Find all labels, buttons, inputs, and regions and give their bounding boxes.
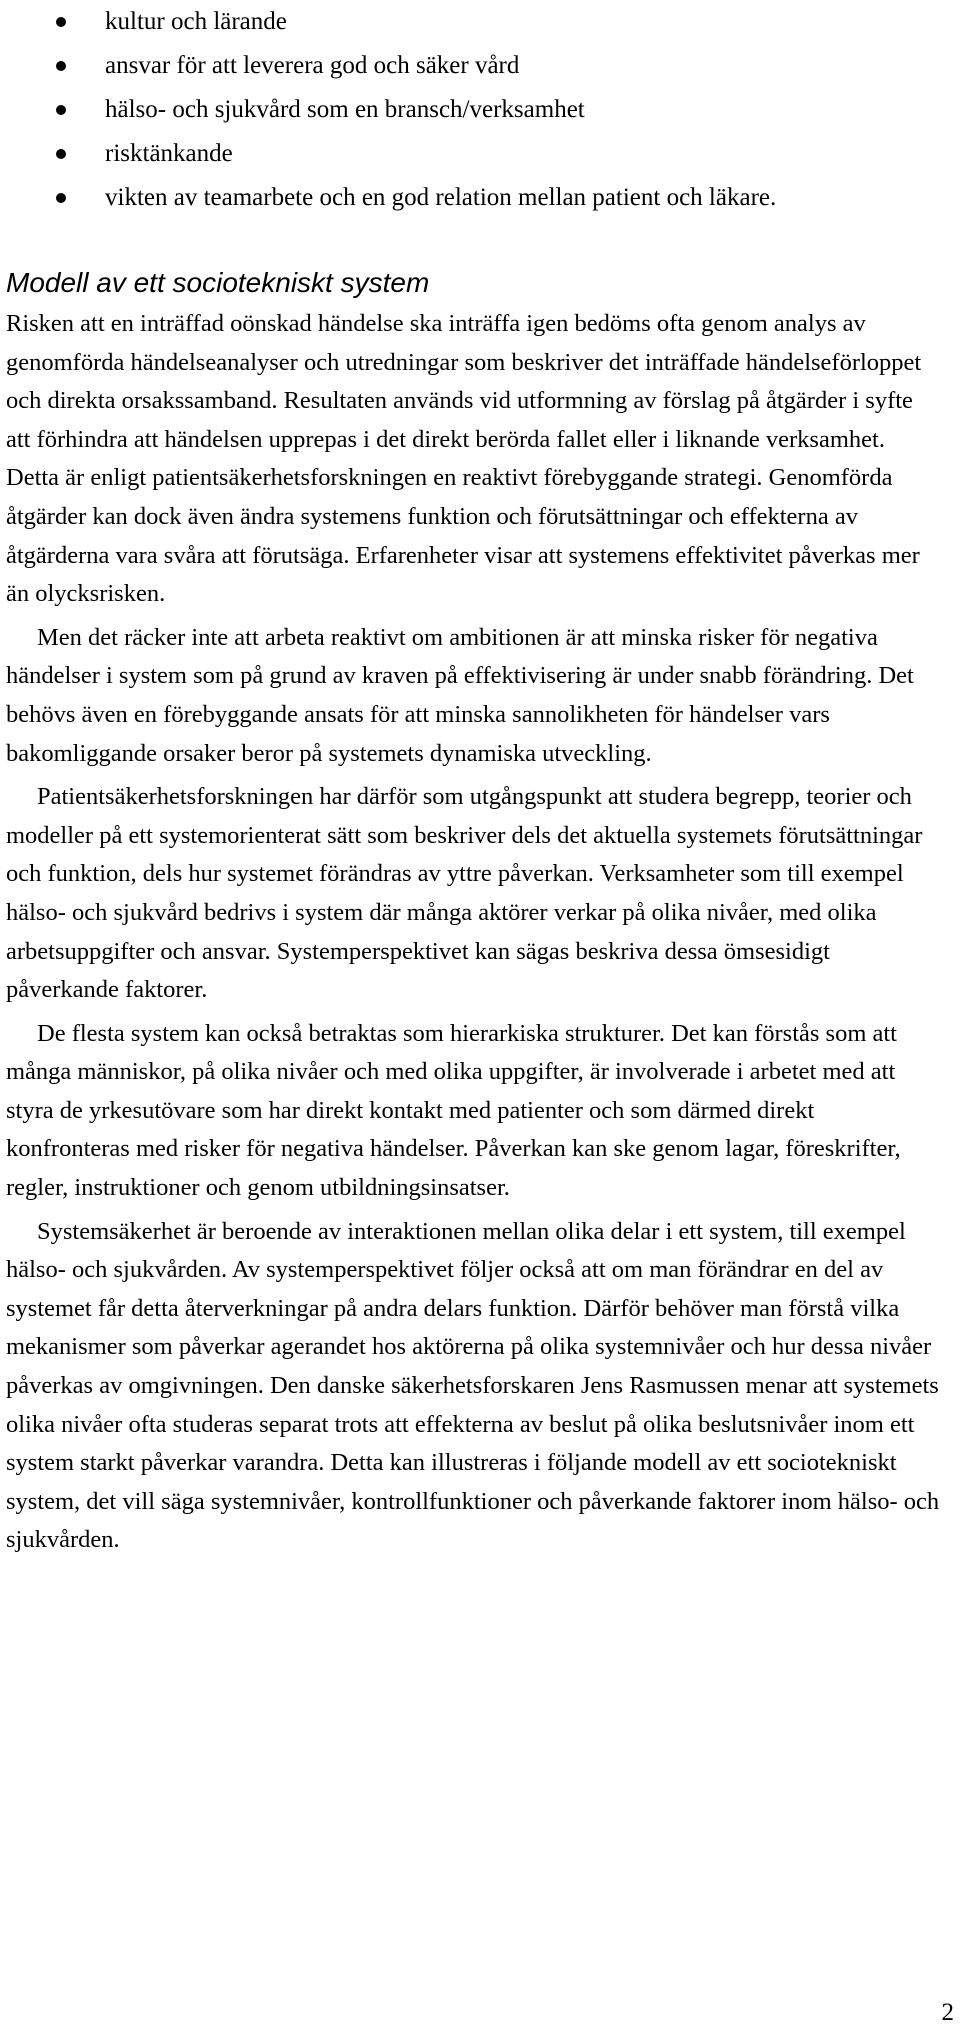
bullet-text: ansvar för att leverera god och säker vård (105, 52, 520, 79)
document-page (6, 0, 942, 1560)
bullet-item (6, 0, 942, 44)
bullet-text: risktänkande (105, 140, 233, 167)
bullet-item (6, 44, 942, 88)
page-number: 2 (941, 1999, 954, 2026)
bullet-text: vikten av teamarbete och en god relation mellan patient och läkare. (105, 184, 777, 211)
section-heading: Modell av ett sociotekniskt system (6, 267, 430, 298)
body-paragraph: De flesta system kan också betraktas som hierarkiska strukturer. Det kan förstås som att många människor, på olika nivåer och med olika uppgifter, är involverade i arbetet med att styra de yrkesutövare som har direkt kontakt med patienter och som därmed direkt konfronteras med risker för negativa händelser. Påverkan kan ske genom lagar, föreskrifter, regler, instruktioner och genom utbildningsinsatser. (6, 1019, 901, 1202)
body-paragraph: Systemsäkerhet är beroende av interaktionen mellan olika delar i ett system, till exempel hälso- och sjukvården. Av systemperspektivet följer också att om man förändrar en del av systemet får detta återverkningar på andra delars funktion. Därför behöver man förstå vilka mekanismer som påverkar agerandet hos aktörerna på olika systemnivåer och hur dessa nivåer påverkas av omgivningen. Den danske säkerhetsforskaren Jens Rasmussen menar att systemets olika nivåer ofta studeras separat trots att effekterna av beslut på olika beslutsnivåer inom ett system starkt påverkar varandra. Detta kan illustreras i följande modell av ett sociotekniskt system, det vill säga systemnivåer, kontrollfunktioner och påverkande faktorer inom hälso- och sjukvården. (6, 1217, 940, 1554)
body-paragraph: Risken att en inträffad oönskad händelse ska inträffa igen bedöms ofta genom analys av genomförda händelseanalyser och utredningar som beskriver det inträffade händelseförloppet och direkta orsakssamband. Resultaten används vid utformning av förslag på åtgärder i syfte att förhindra att händelsen upprepas i det direkt berörda fallet eller i liknande verksamhet. Detta är enligt patientsäkerhetsforskningen en reaktivt förebyggande strategi. Genomförda åtgärder kan dock även ändra systemens funktion och förutsättningar och effekterna av åtgärderna vara svåra att förutsäga. Erfarenheter visar att systemens effektivitet påverkas mer än olycksrisken. (6, 310, 922, 608)
bullet-icon (56, 193, 66, 203)
bullet-icon (56, 17, 66, 27)
bullet-icon (56, 105, 66, 115)
bullet-text: kultur och lärande (105, 8, 287, 35)
body-paragraph: Patientsäkerhetsforskningen har därför som utgångspunkt att studera begrepp, teorier och modeller på ett systemorienterat sätt som beskriver dels det aktuella systemets förutsättningar och funktion, dels hur systemet förändras av yttre påverkan. Verksamheter som till exempel hälso- och sjukvård bedrivs i system där många aktörer verkar på olika nivåer, med olika arbetsuppgifter och ansvar. Systemperspektivet kan sägas beskriva dessa ömsesidigt påverkande faktorer. (6, 783, 923, 1004)
bullet-item (6, 132, 942, 176)
body-paragraph: Men det räcker inte att arbeta reaktivt om ambitionen är att minska risker för negativa händelser i system som på grund av kraven på effektivisering är under snabb förändring. Det behövs även en förebyggande ansats för att minska sannolikheten för händelser vars bakomliggande orsaker beror på systemets dynamiska utveckling. (6, 623, 914, 767)
bullet-text: hälso- och sjukvård som en bransch/verksamhet (105, 96, 585, 123)
bullet-list (6, 0, 942, 220)
bullet-item (6, 176, 942, 220)
bullet-icon (56, 61, 66, 71)
bullet-item (6, 88, 942, 132)
bullet-icon (56, 149, 66, 159)
